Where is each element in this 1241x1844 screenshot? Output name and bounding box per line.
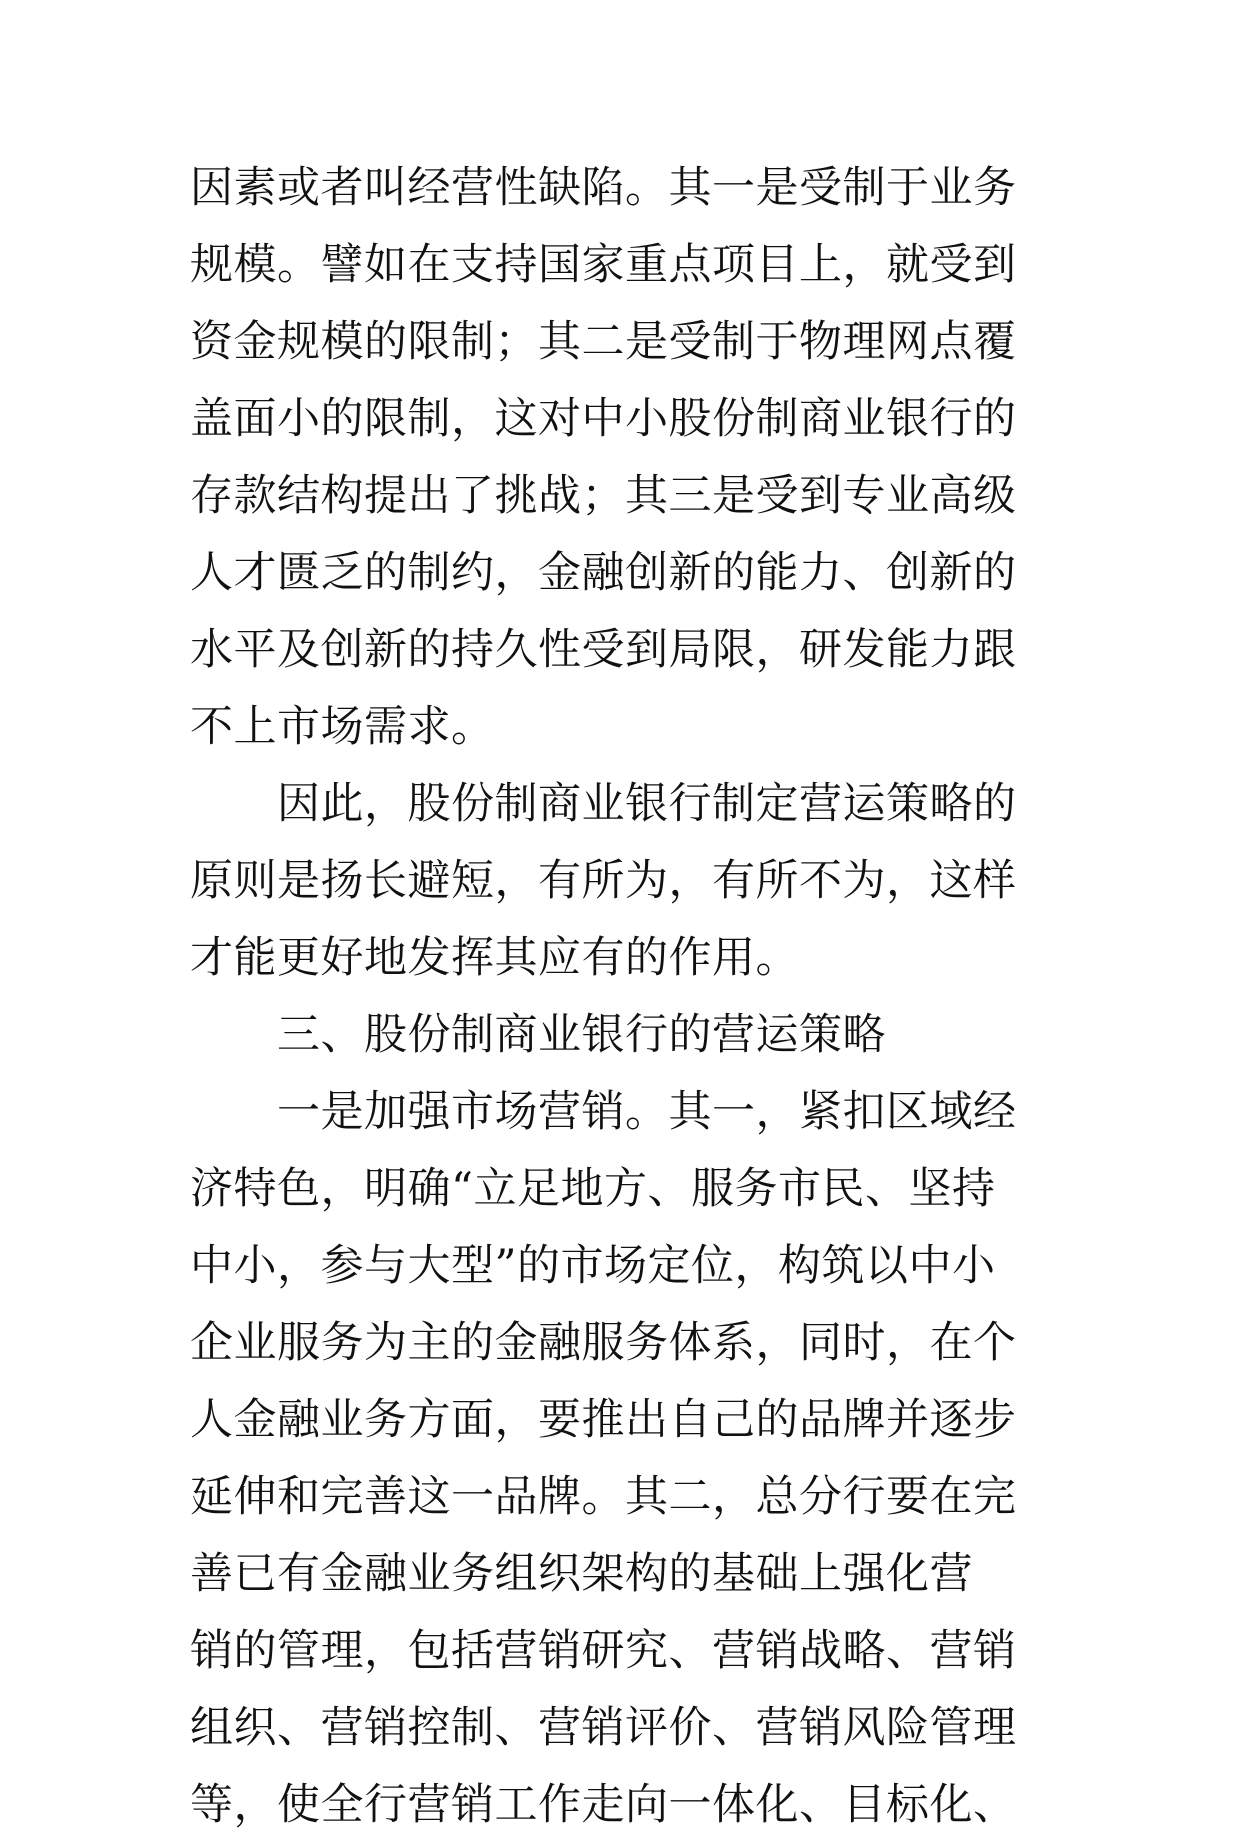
text-line: 人才匮乏的制约，金融创新的能力、创新的 (190, 548, 1017, 598)
section-heading: 三、股份制商业银行的营运策略 (190, 1010, 886, 1060)
text-line: 一是加强市场营销。其一，紧扣区域经 (190, 1087, 1017, 1137)
body-text (190, 150, 1090, 1844)
text-line: 人金融业务方面，要推出自己的品牌并逐步 (190, 1395, 1017, 1445)
text-line: 存款结构提出了挑战；其三是受到专业高级 (190, 471, 1017, 521)
text-line: 组织、营销控制、营销评价、营销风险管理 (190, 1703, 1017, 1753)
text-line: 因素或者叫经营性缺陷。其一是受制于业务 (190, 163, 1017, 213)
text-line: 才能更好地发挥其应有的作用。 (190, 933, 799, 983)
text-line: 资金规模的限制；其二是受制于物理网点覆 (190, 317, 1017, 367)
text-line: 中小，参与大型”的市场定位，构筑以中小 (190, 1241, 996, 1291)
text-line: 延伸和完善这一品牌。其二，总分行要在完 (190, 1472, 1017, 1522)
text-line: 规模。譬如在支持国家重点项目上，就受到 (190, 240, 1017, 290)
text-line: 水平及创新的持久性受到局限，研发能力跟 (190, 625, 1017, 675)
text-line: 原则是扬长避短，有所为，有所不为，这样 (190, 856, 1017, 906)
text-line: 企业服务为主的金融服务体系，同时，在个 (190, 1318, 1017, 1368)
text-line: 不上市场需求。 (190, 702, 495, 752)
text-line: 善已有金融业务组织架构的基础上强化营 (190, 1549, 973, 1599)
text-line: 济特色，明确“立足地方、服务市民、坚持 (190, 1164, 996, 1214)
text-line: 盖面小的限制，这对中小股份制商业银行的 (190, 394, 1017, 444)
text-line: 等，使全行营销工作走向一体化、目标化、 (190, 1780, 1017, 1830)
text-line: 销的管理，包括营销研究、营销战略、营销 (190, 1626, 1017, 1676)
text-line: 因此，股份制商业银行制定营运策略的 (190, 779, 1017, 829)
